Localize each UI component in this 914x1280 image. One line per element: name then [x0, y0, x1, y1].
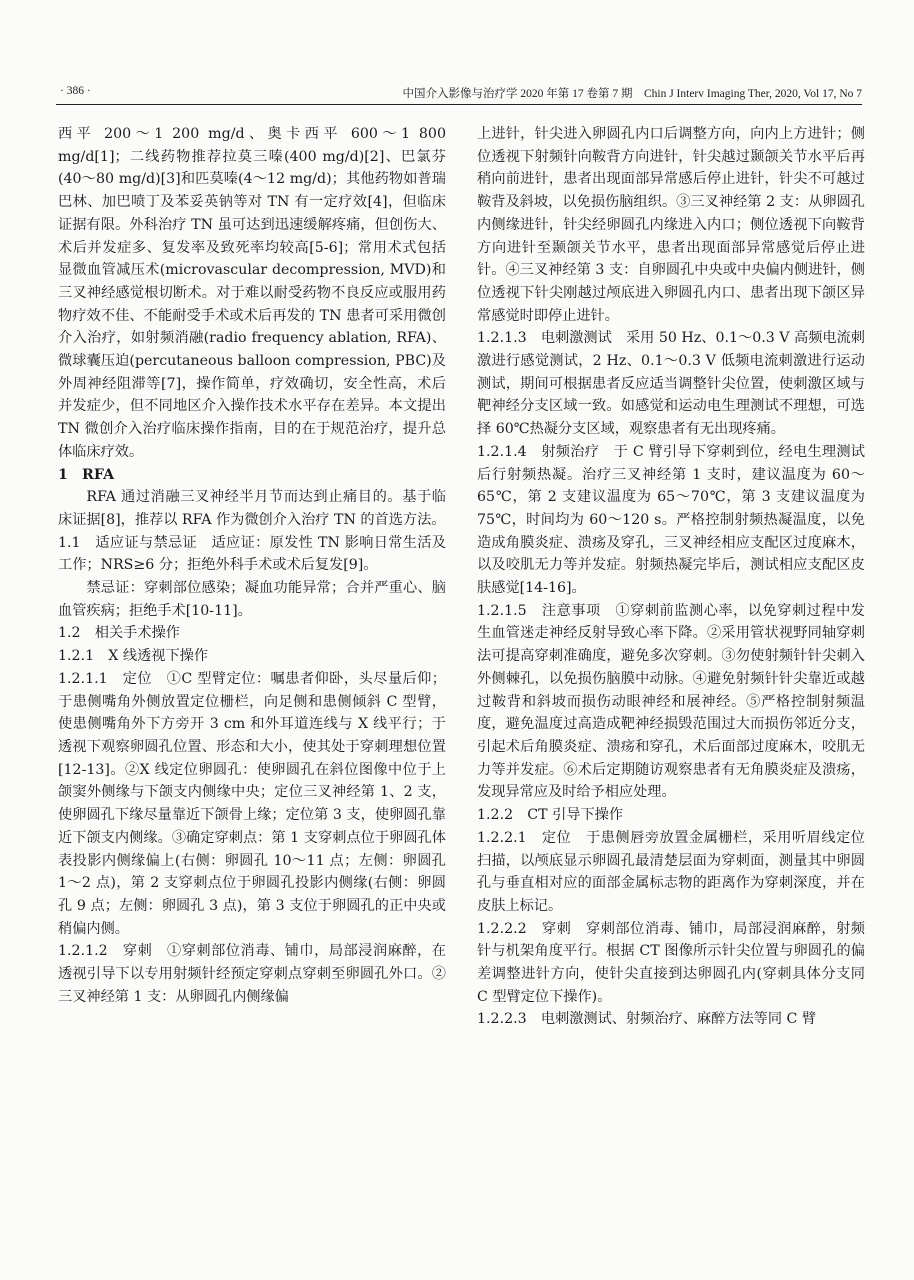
header-rule	[56, 104, 862, 105]
paragraph: 1.2.2.3 电刺激测试、射频治疗、麻醉方法等同 C 臂	[477, 1011, 817, 1028]
paragraph: 1.2.2.1 定位 于患侧唇旁放置金属栅栏，采用听眉线定位扫描，以颅底显示卵圆孔最清楚层面为穿刺面，测量其中卵圆孔与垂直相对应的面部金属标志物的距离作为穿刺深度，并在皮肤上标记。	[477, 829, 865, 914]
paragraph: 1.2.1.5 注意事项 ①穿刺前监测心率，以免穿刺过程中发生血管迷走神经反射导致心率下降。②采用管状视野同轴穿刺法可提高穿刺准确度，避免多次穿刺。③勿使射频针针尖刺入外侧棘孔，以免损伤脑膜中动脉。④避免射频针针尖靠近或越过鞍背和斜坡而损伤动眼神经和展神经。⑤严格控制射频温度，避免温度过高造成靶神经损毁范围过大而损伤邻近分支，引起术后角膜炎症、溃疡和穿孔，术后面部过度麻木，咬肌无力等并发症。⑥术后定期随访观察患者有无角膜炎症及溃疡，发现异常应及时给予相应处理。	[477, 602, 865, 801]
paragraph: 西平 200～1 200 mg/d、奥卡西平 600～1 800 mg/d[1]；二线药物推荐拉莫三嗪(400 mg/d)[2]、巴氯芬(40～80 mg/d)[3]和匹莫嗪(4～12 mg/d)；其他药物如普瑞巴林、加巴喷丁及苯妥英钠等对 TN 有一定疗效[4]，但临床证据有限。外科治疗 TN 虽可达到迅速缓解疼痛，但创伤大、术后并发症多、复发率及致死率均较高[5-6]；常用术式包括显微血管减压术(microvascular decompression, MVD)和三叉神经感觉根切断术。对于难以耐受药物不良反应或服用药物疗效不佳、不能耐受手术或术后再发的 TN 患者可采用微创介入治疗，如射频消融(radio frequency ablation, RFA)、微球囊压迫(percutaneous balloon compression, PBC)及外周神经阻滞等[7]，操作简单，疗效确切，安全性高，术后并发症少，但不同地区介入操作技术水平存在差异。本文提出 TN 微创介入治疗临床操作指南，目的在于规范治疗，提升总体临床疗效。	[58, 126, 446, 460]
left-column	[58, 123, 446, 1008]
right-column	[477, 123, 865, 1031]
subsection-heading: 1.2 相关手术操作	[58, 625, 180, 642]
subsection-heading: 1.2.2 CT 引导下操作	[477, 807, 624, 824]
paragraph: 1.2.1.3 电刺激测试 采用 50 Hz、0.1～0.3 V 高频电流刺激进行感觉测试，2 Hz、0.1～0.3 V 低频电流刺激进行运动测试，期间可根据患者反应适当调整针尖位置，使刺激区域与靶神经分支区域一致。如感觉和运动电生理测试不理想，可选择 60℃热凝分支区域，观察患者有无出现疼痛。	[477, 330, 865, 438]
paragraph: 1.2.1.4 射频治疗 于 C 臂引导下穿刺到位，经电生理测试后行射频热凝。治疗三叉神经第 1 支时，建议温度为 60～65℃，第 2 支建议温度为 65～70℃，第 3 支建议温度为 75℃，时间均为 60～120 s。严格控制射频热凝温度，以免造成角膜炎症、溃疡及穿孔，三叉神经相应支配区过度麻木，以及咬肌无力等并发症。射频热凝完毕后，测试相应支配区皮肤感觉[14-16]。	[477, 443, 865, 597]
paragraph: 1.2.1.1 定位 ①C 型臂定位：嘱患者仰卧，头尽量后仰；于患侧嘴角外侧放置定位栅栏，向足侧和患侧倾斜 C 型臂，使患侧嘴角外下方旁开 3 cm 和外耳道连线与 X 线平行；于透视下观察卵圆孔位置、形态和大小，使其处于穿刺理想位置[12-13]。②X 线定位卵圆孔：使卵圆孔在斜位图像中位于上颌窦外侧缘与下颌支内侧缘中央；定位三叉神经第 1、2 支，使卵圆孔下缘尽量靠近下颌骨上缘；定位第 3 支，使卵圆孔靠近下颌支内侧缘。③确定穿刺点：第 1 支穿刺点位于卵圆孔体表投影内侧缘偏上(右侧：卵圆孔 10～11 点；左侧：卵圆孔 1～2 点)，第 2 支穿刺点位于卵圆孔投影内侧缘(右侧：卵圆孔 9 点；左侧：卵圆孔 3 点)，第 3 支位于卵圆孔的正中央或稍偏内侧。	[58, 670, 446, 937]
paragraph: 禁忌证：穿刺部位感染；凝血功能异常；合并严重心、脑血管疾病；拒绝手术[10-11]。	[58, 580, 446, 619]
section-heading: 1 RFA	[58, 466, 115, 483]
paragraph: 1.2.2.2 穿刺 穿刺部位消毒、铺巾，局部浸润麻醉，射频针与机架角度平行。根据 CT 图像所示针尖位置与卵圆孔的偏差调整进针方向，使针尖直接到达卵圆孔内(穿刺具体分支同 C 型臂定位下操作)。	[477, 920, 865, 1005]
journal-citation: 中国介入影像与治疗学 2020 年第 17 卷第 7 期 Chin J Interv Imaging Ther, 2020, Vol 17, No 7	[402, 88, 862, 100]
running-header	[56, 82, 862, 104]
page-number: · 386 ·	[60, 85, 91, 97]
paragraph: 上进针，针尖进入卵圆孔内口后调整方向，向内上方进针；侧位透视下射频针向鞍背方向进针，针尖越过颞颌关节水平后再稍向前进针，患者出现面部异常感后停止进针，针尖不可越过鞍背及斜坡，以免损伤脑组织。③三叉神经第 2 支：从卵圆孔内侧缘进针，针尖经卵圆孔内缘进入内口；侧位透视下向鞍背方向进针至颞颌关节水平，患者出现面部异常感觉后停止进针。④三叉神经第 3 支：自卵圆孔中央或中央偏内侧进针，侧位透视下针尖刚越过颅底进入卵圆孔内口、患者出现下颌区异常感觉时即停止进针。	[477, 126, 865, 324]
subsection-heading: 1.2.1 X 线透视下操作	[58, 648, 209, 665]
paragraph: 1.1 适应证与禁忌证 适应证：原发性 TN 影响日常生活及工作；NRS≥6 分；拒绝外科手术或术后复发[9]。	[58, 534, 446, 574]
paragraph: 1.2.1.2 穿刺 ①穿刺部位消毒、铺巾，局部浸润麻醉，在透视引导下以专用射频针经预定穿刺点穿刺至卵圆孔外口。②三叉神经第 1 支：从卵圆孔内侧缘偏	[58, 943, 446, 1005]
paragraph: RFA 通过消融三叉神经半月节而达到止痛目的。基于临床证据[8]，推荐以 RFA 作为微创介入治疗 TN 的首选方法。	[58, 489, 446, 528]
